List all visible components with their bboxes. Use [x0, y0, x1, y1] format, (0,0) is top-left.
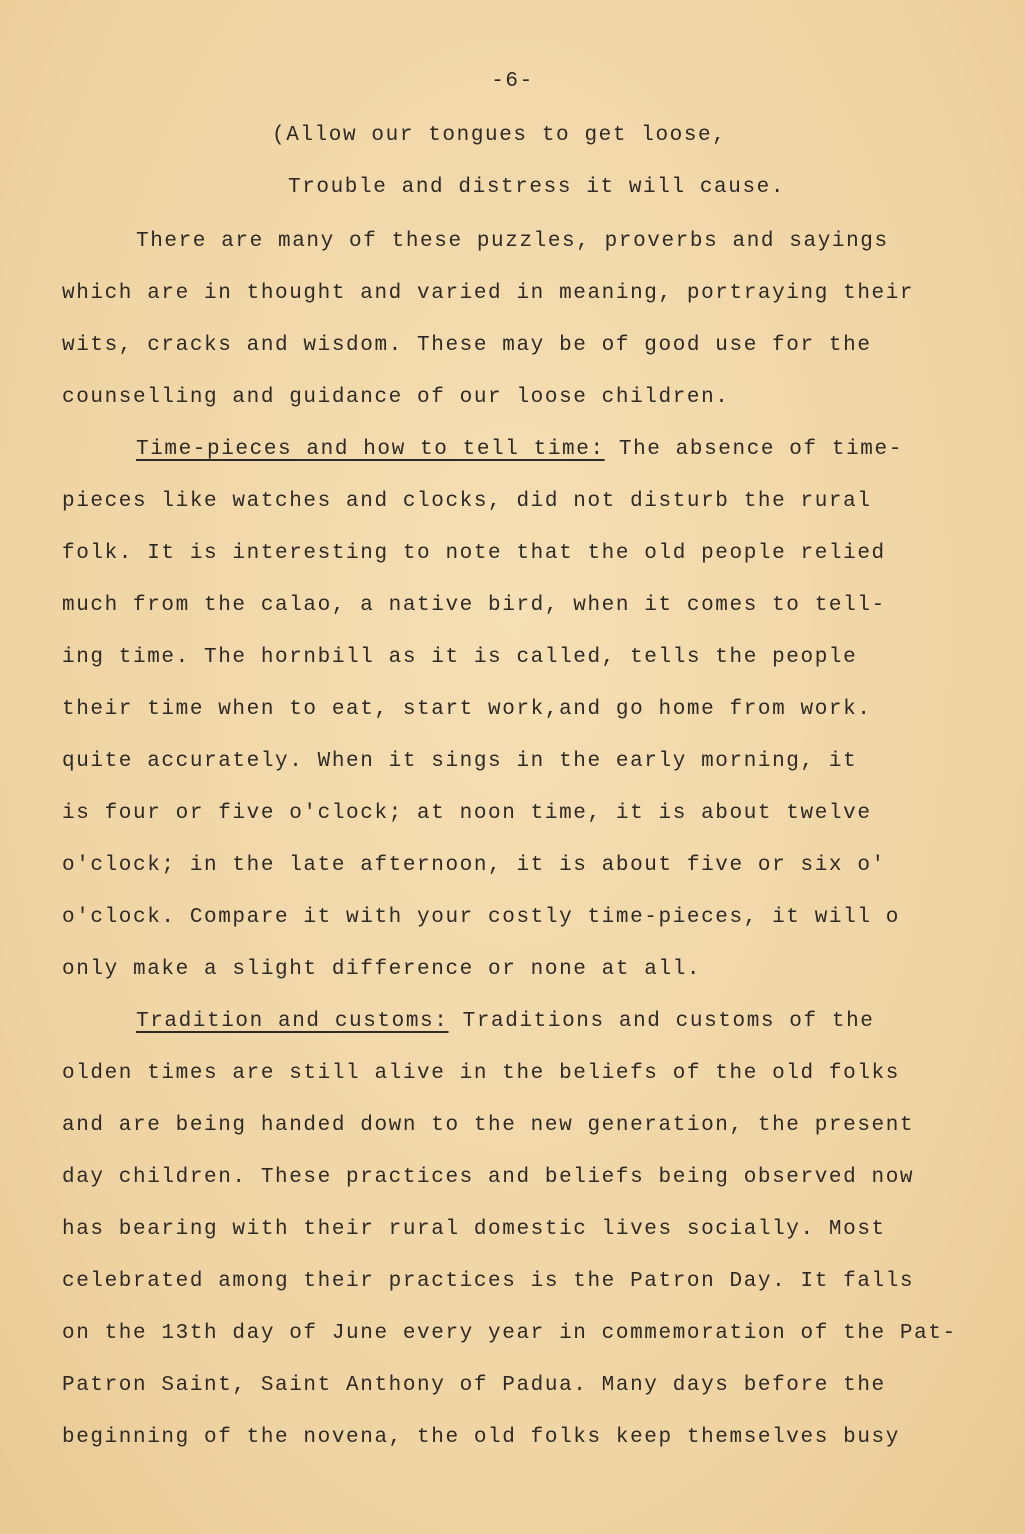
tradition-section-line: beginning of the novena, the old folks keep themselves busy [62, 1426, 900, 1449]
paragraph-1-line-1: There are many of these puzzles, proverbs and sayings [136, 230, 889, 253]
tradition-section-line: on the 13th day of June every year in commemoration of the Pat- [62, 1322, 957, 1345]
time-section-line: quite accurately. When it sings in the early morning, it [62, 750, 858, 773]
tradition-section-line: and are being handed down to the new generation, the present [62, 1114, 915, 1137]
paragraph-1-line-3: wits, cracks and wisdom. These may be of good use for the [62, 334, 872, 357]
time-section-line: pieces like watches and clocks, did not disturb the rural [62, 490, 872, 513]
time-section-line: is four or five o'clock; at noon time, it is about twelve [62, 802, 872, 825]
tradition-section-line: has bearing with their rural domestic lives socially. Most [62, 1218, 886, 1241]
time-section-heading: Time-pieces and how to tell time: [136, 438, 605, 461]
time-section-line: ing time. The hornbill as it is called, tells the people [62, 646, 858, 669]
verse-line-1: (Allow our tongues to get loose, [272, 124, 727, 147]
time-section-line: folk. It is interesting to note that the old people relied [62, 542, 886, 565]
tradition-section-line: day children. These practices and beliefs being observed now [62, 1166, 915, 1189]
page-number: -6- [491, 70, 534, 93]
time-section-first-text: The absence of time- [604, 438, 903, 461]
paragraph-1-line-2: which are in thought and varied in meaning, portraying their [62, 282, 915, 305]
time-section-line: o'clock. Compare it with your costly time-pieces, it will o [62, 906, 900, 929]
paragraph-1-line-4: counselling and guidance of our loose children. [62, 386, 730, 409]
tradition-section-heading: Tradition and customs: [136, 1010, 449, 1033]
time-section-line: o'clock; in the late afternoon, it is about five or six o' [62, 854, 886, 877]
tradition-section-first-text: Traditions and customs of the [448, 1010, 875, 1033]
time-section-first-line [136, 436, 903, 464]
tradition-section-line: olden times are still alive in the beliefs of the old folks [62, 1062, 900, 1085]
tradition-section-line: Patron Saint, Saint Anthony of Padua. Many days before the [62, 1374, 886, 1397]
verse-line-2: Trouble and distress it will cause. [288, 176, 786, 199]
time-section-line: their time when to eat, start work,and go home from work. [62, 698, 872, 721]
tradition-section-first-line [136, 1008, 875, 1036]
tradition-section-line: celebrated among their practices is the Patron Day. It falls [62, 1270, 915, 1293]
time-section-line: much from the calao, a native bird, when it comes to tell- [62, 594, 886, 617]
time-section-line: only make a slight difference or none at all. [62, 958, 702, 981]
